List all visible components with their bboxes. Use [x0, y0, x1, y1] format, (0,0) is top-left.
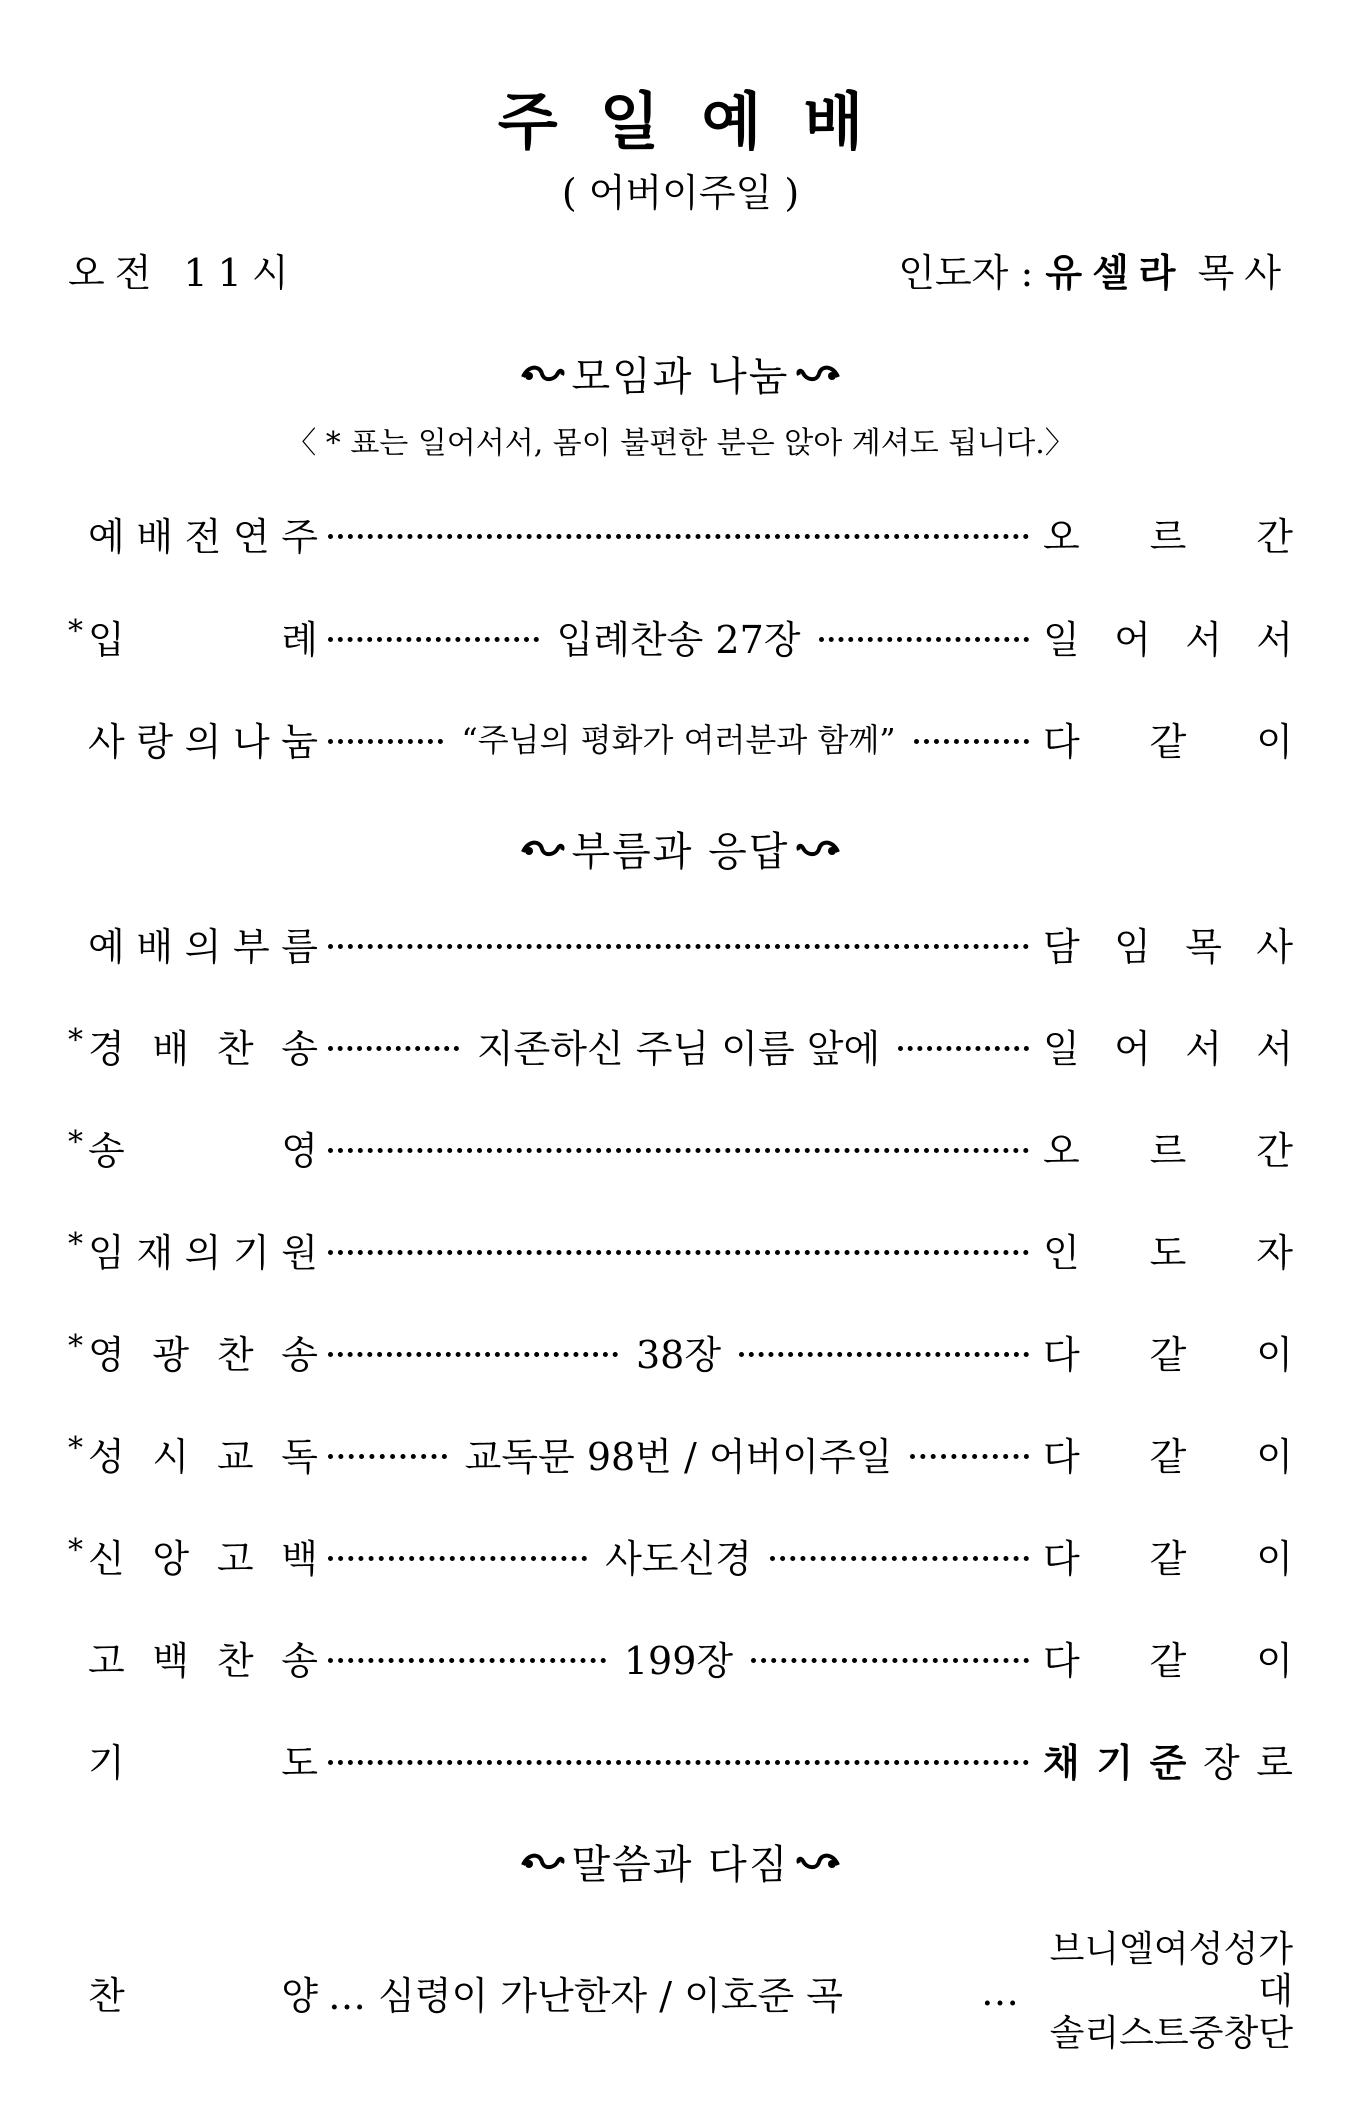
ornament-left-icon: [520, 836, 566, 862]
label-char: 고: [88, 1638, 125, 1683]
label-char: 백: [281, 1536, 318, 1581]
leader-line-text: 브니엘여성성가대: [1049, 1929, 1293, 2012]
section-title: 말씀과 다짐: [571, 1842, 790, 1888]
label-char: 례: [281, 617, 318, 662]
dot-leader: [328, 637, 539, 642]
label-char: 찬: [88, 1973, 125, 2018]
label-char: 입: [88, 617, 125, 662]
leader-char: 도: [1149, 1230, 1187, 1275]
label-char: 예: [88, 924, 125, 969]
leader-char: 어: [1114, 1026, 1151, 1071]
leader-char: 이: [1256, 1332, 1293, 1377]
label-char: 사: [88, 719, 125, 764]
label-char: 찬: [216, 1332, 254, 1377]
label-char: 배: [136, 924, 174, 969]
service-row: [68, 1629, 1293, 1685]
service-row: [68, 1119, 1293, 1175]
standing-marker: *: [68, 1023, 83, 1058]
service-item-leader: [1043, 916, 1293, 971]
leader-char: 간: [1256, 514, 1293, 559]
leader-char: 같: [1149, 1638, 1187, 1683]
label-char: 성: [88, 1434, 125, 1479]
dot-leader: [751, 1658, 1029, 1663]
service-item-detail: [328, 1244, 1029, 1255]
service-item-detail: [328, 938, 1029, 949]
label-char: 앙: [152, 1536, 190, 1581]
leader-char: 이: [1256, 1434, 1293, 1479]
leader-char: 르: [1149, 1128, 1187, 1173]
label-char: 송: [281, 1332, 318, 1377]
label-char: 경: [88, 1026, 125, 1071]
detail-text: 지존하신 주님 이름 앞에: [476, 1026, 881, 1071]
ornament-left-icon: [520, 1849, 566, 1875]
leader-char: 임: [1114, 924, 1151, 969]
page-subtitle: ( 어버이주일 ): [561, 171, 800, 215]
label-char: 의: [184, 1230, 222, 1275]
label-char: 연: [232, 514, 270, 559]
service-item-label: [88, 1324, 318, 1379]
label-char: 양: [281, 1973, 318, 2018]
service-item-detail: [328, 1528, 1029, 1583]
dot-leader: [328, 1760, 1029, 1765]
service-item-detail: [328, 609, 1029, 664]
label-char: 교: [216, 1434, 254, 1479]
label-char: 영: [88, 1332, 125, 1377]
label-char: 기: [88, 1740, 125, 1785]
service-row: [68, 505, 1293, 561]
service-item-label: [88, 711, 318, 766]
service-row: [68, 915, 1293, 971]
label-char: 주: [281, 514, 318, 559]
leader-char: 같: [1149, 719, 1187, 764]
leader-char: 오: [1043, 514, 1080, 559]
dot-leader: [328, 1148, 1029, 1153]
section-title: 모임과 나눔: [571, 354, 790, 400]
service-item-leader: [1043, 506, 1293, 561]
service-item-label: [88, 1120, 318, 1175]
leader-name-char: 기: [1096, 1740, 1134, 1785]
leader-char: 오: [1043, 1128, 1080, 1173]
dot-leader: [328, 944, 1029, 949]
ornament-right-icon: [795, 361, 841, 387]
leader-char: 일: [1043, 1026, 1080, 1071]
label-char: 부: [232, 924, 270, 969]
label-char: 기: [232, 1230, 270, 1275]
service-item-label: [88, 1222, 318, 1277]
service-item-leader: [1043, 1222, 1293, 1277]
standing-marker: *: [68, 614, 83, 649]
leader-char: 일: [1043, 617, 1080, 662]
dot-leader: [819, 637, 1030, 642]
service-item-label: [88, 609, 318, 664]
leader-name-char: 채: [1043, 1740, 1080, 1785]
leader-char: 서: [1256, 1026, 1293, 1071]
leader-line: [898, 242, 1291, 297]
detail-text: 교독문 98번 / 어버이주일: [464, 1434, 893, 1479]
label-char: 름: [281, 924, 318, 969]
label-char: 도: [281, 1740, 318, 1785]
standing-marker: *: [68, 1125, 83, 1160]
leader-char: 같: [1149, 1434, 1187, 1479]
ornament-right-icon: [795, 836, 841, 862]
dot-leader: [328, 739, 443, 744]
leader-char: 서: [1185, 617, 1222, 662]
service-item-label: [88, 1426, 318, 1481]
service-item-leader: [1033, 1929, 1293, 2055]
dot-leader: [328, 1454, 447, 1459]
service-time: 오전 11시: [68, 251, 299, 295]
service-item-detail: [328, 1630, 1029, 1685]
service-item-leader: [1043, 1426, 1293, 1481]
ornament-right-icon: [795, 1849, 841, 1875]
standing-marker: *: [68, 1329, 83, 1364]
service-row: [68, 608, 1293, 664]
service-item-leader: [1043, 711, 1293, 766]
leader-char: 다: [1043, 1638, 1080, 1683]
leader-char: 다: [1043, 1536, 1080, 1581]
label-char: 눔: [281, 719, 318, 764]
leader-char: 이: [1256, 1638, 1293, 1683]
label-char: 전: [184, 514, 222, 559]
label-char: 재: [136, 1230, 174, 1275]
label-char: 의: [184, 719, 222, 764]
service-item-detail: [328, 528, 1029, 539]
standing-marker: *: [68, 1431, 83, 1466]
leader-char: 같: [1149, 1536, 1187, 1581]
leader-char: 간: [1256, 1128, 1293, 1173]
service-item-detail: [328, 1018, 1029, 1073]
detail-text: 38장: [635, 1332, 722, 1377]
service-item-label: [88, 1630, 318, 1685]
dot-leader: [898, 1046, 1029, 1051]
label-char: 찬: [216, 1026, 254, 1071]
service-row: [68, 1425, 1293, 1481]
service-row: [68, 1527, 1293, 1583]
dot-leader: [328, 534, 1029, 539]
leader-title-char: 로: [1256, 1740, 1293, 1785]
label-char: 배: [136, 514, 174, 559]
label-char: 시: [152, 1434, 190, 1479]
dot-leader: [328, 1658, 606, 1663]
label-char: 고: [216, 1536, 254, 1581]
label-char: 영: [281, 1128, 318, 1173]
leader-char: 목: [1185, 924, 1222, 969]
standing-note: 〈 * 표는 일어서서, 몸이 불편한 분은 앉아 계셔도 됩니다.〉: [286, 426, 1075, 461]
service-item-leader: [1043, 1324, 1293, 1379]
dot-leader: [328, 1250, 1029, 1255]
leader-name-char: 준: [1149, 1740, 1187, 1785]
service-item-leader: [1043, 1528, 1293, 1583]
service-row: [68, 1929, 1293, 2054]
ellipsis: …: [981, 1970, 1019, 2014]
standing-marker: *: [68, 1227, 83, 1262]
section-header: [0, 1833, 1361, 1890]
detail-text: “주님의 평화가 여러분과 함께”: [461, 721, 896, 759]
dot-leader: [910, 1454, 1029, 1459]
leader-char: 서: [1185, 1026, 1222, 1071]
service-item-leader: [1043, 609, 1293, 664]
ornament-left-icon: [520, 361, 566, 387]
page-title: 주일예배: [497, 85, 906, 158]
leader-char: 어: [1114, 617, 1151, 662]
detail-text: 입례찬송 27장: [556, 617, 801, 662]
service-item-detail: [328, 1754, 1029, 1765]
label-char: 의: [184, 924, 222, 969]
leader-label: 인도자 :: [898, 251, 1046, 295]
label-char: 나: [232, 719, 270, 764]
label-char: 예: [88, 514, 125, 559]
leader-char: 담: [1043, 924, 1080, 969]
detail-text: 199장: [623, 1638, 734, 1683]
label-char: 원: [281, 1230, 318, 1275]
service-item-leader: [1043, 1630, 1293, 1685]
service-row: [68, 710, 1293, 766]
label-char: 찬: [216, 1638, 254, 1683]
dot-leader: [328, 1556, 587, 1561]
service-item-leader: [1043, 1120, 1293, 1175]
leader-line-text: 솔리스트중창단: [1049, 2013, 1293, 2054]
leader-char: 르: [1149, 514, 1187, 559]
label-char: 광: [152, 1332, 190, 1377]
service-item-label: [88, 1018, 318, 1073]
detail-text: 사도신경: [605, 1536, 752, 1581]
leader-title: 목사: [1197, 251, 1291, 295]
service-item-detail: [328, 1142, 1029, 1153]
service-row: [68, 1221, 1293, 1277]
service-item-label: [88, 1732, 318, 1787]
leader-char: 자: [1256, 1230, 1293, 1275]
service-item-leader: [1043, 1018, 1293, 1073]
label-char: 송: [281, 1638, 318, 1683]
section-header: [0, 820, 1361, 877]
dot-leader: [739, 1352, 1029, 1357]
leader-char: 다: [1043, 1332, 1080, 1377]
label-char: 신: [88, 1536, 125, 1581]
leader-char: 서: [1256, 617, 1293, 662]
dot-leader: [328, 1352, 618, 1357]
dot-leader: [328, 1046, 459, 1051]
label-char: 백: [152, 1638, 190, 1683]
label-char: 배: [152, 1026, 190, 1071]
service-item-label: [88, 1965, 318, 2020]
service-item-leader: [1043, 1732, 1293, 1787]
leader-char: 사: [1256, 924, 1293, 969]
leader-name: 유셀라: [1045, 251, 1186, 295]
service-row: [68, 1731, 1293, 1787]
service-item-label: [88, 506, 318, 561]
service-item-detail: [328, 1965, 1019, 2020]
label-char: 송: [88, 1128, 125, 1173]
label-char: 송: [281, 1026, 318, 1071]
leader-char: 인: [1043, 1230, 1080, 1275]
leader-char: 같: [1149, 1332, 1187, 1377]
leader-char: 다: [1043, 1434, 1080, 1479]
service-row: [68, 1017, 1293, 1073]
leader-title-char: 장: [1202, 1740, 1240, 1785]
service-item-detail: [328, 1324, 1029, 1379]
leader-char: 이: [1256, 719, 1293, 764]
label-char: 랑: [136, 719, 174, 764]
standing-marker: *: [68, 1533, 83, 1568]
service-item-label: [88, 916, 318, 971]
leader-char: 다: [1043, 719, 1080, 764]
detail-text: … 심령이 가난한자 / 이호준 곡: [328, 1973, 843, 2018]
leader-char: 이: [1256, 1536, 1293, 1581]
service-item-detail: [328, 1426, 1029, 1481]
dot-leader: [914, 739, 1029, 744]
service-item-label: [88, 1528, 318, 1583]
section-title: 부름과 응답: [571, 829, 790, 875]
service-row: [68, 1323, 1293, 1379]
service-item-detail: [328, 715, 1029, 761]
label-char: 임: [88, 1230, 125, 1275]
label-char: 독: [281, 1434, 318, 1479]
dot-leader: [770, 1556, 1029, 1561]
section-header: [0, 345, 1361, 402]
